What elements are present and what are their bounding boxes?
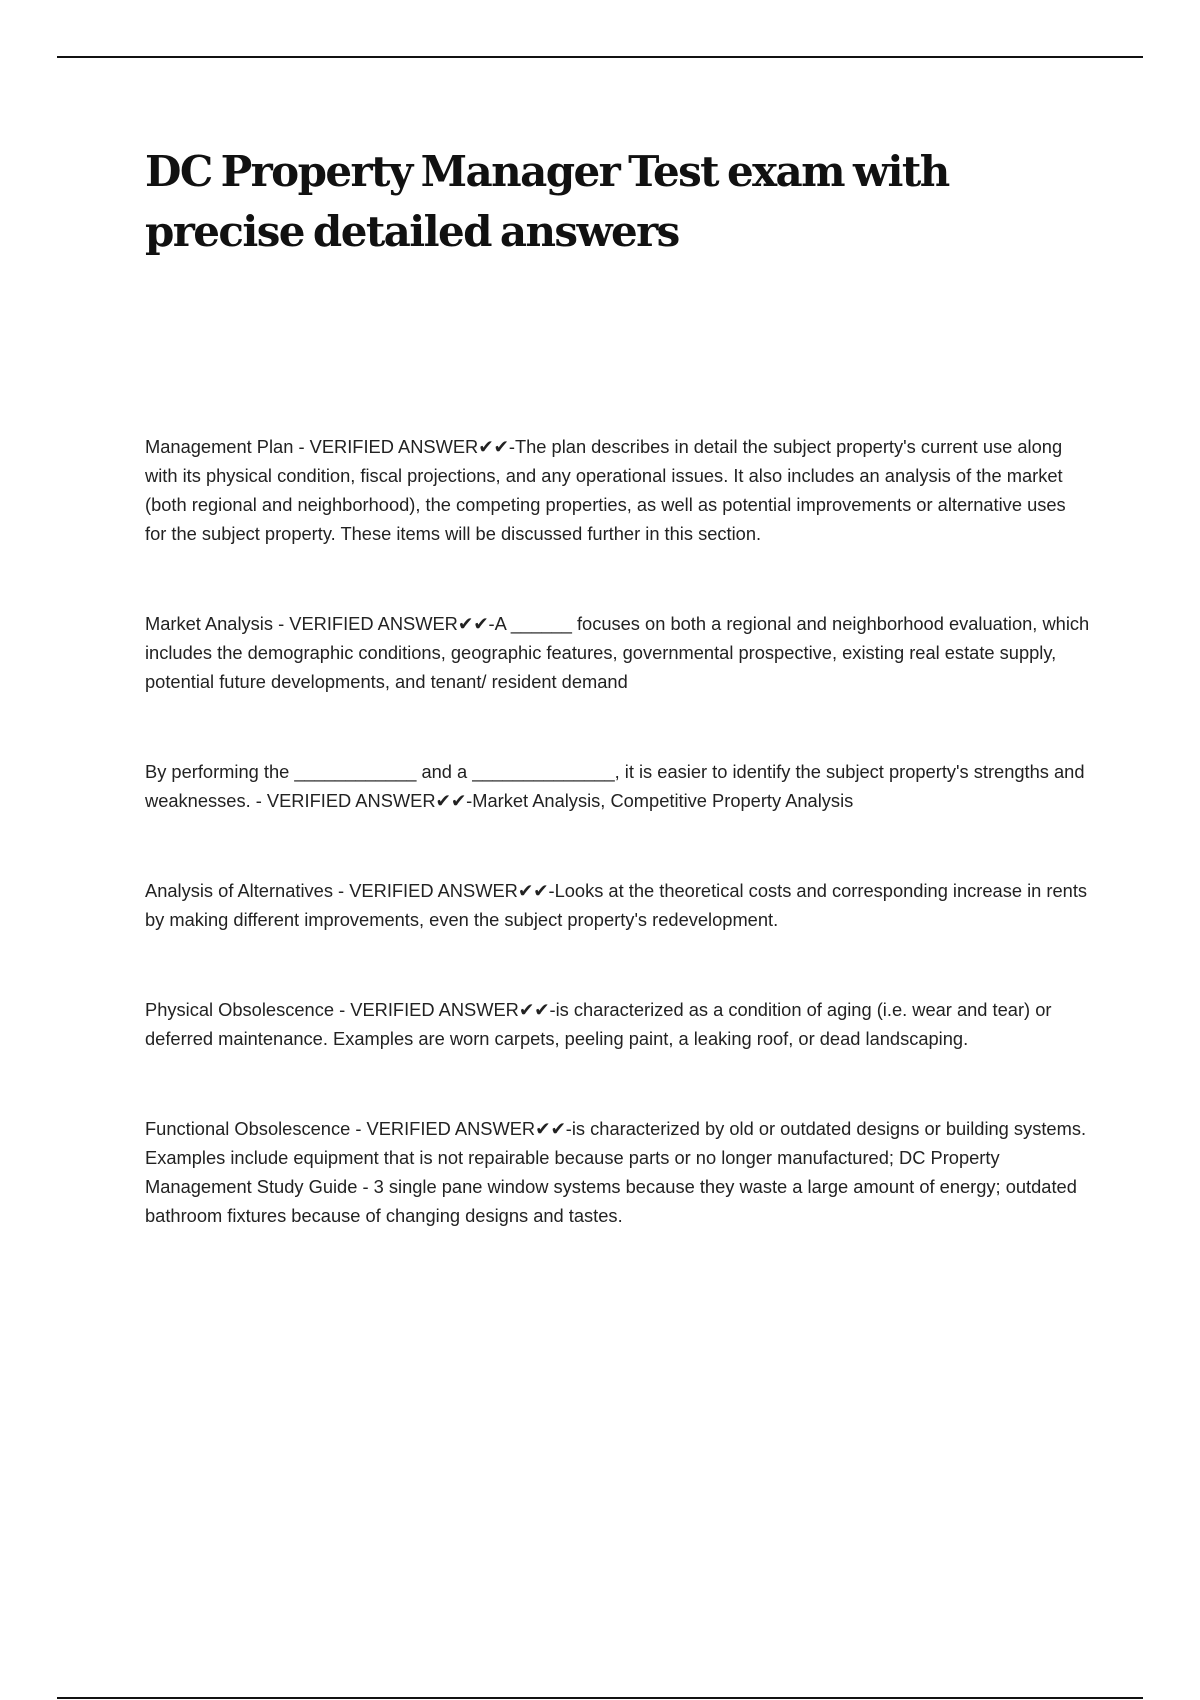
footer-rule — [57, 1697, 1143, 1699]
qa-entry-management-plan: Management Plan - VERIFIED ANSWER✔✔-The plan describes in detail the subject property's current use along with its physical condition, fiscal projections, and any operational issues. It also includes an analysis of the market (both regional and neighborhood), the competing properties, as well as potential improvements or alternative uses for the subject property. These items will be discussed further in this section. — [145, 436, 1066, 544]
qa-entry-physical-obsolescence: Physical Obsolescence - VERIFIED ANSWER✔✔-is characterized as a condition of aging (i.e. wear and tear) or deferred maintenance. Examples are worn carpets, peeling paint, a leaking roof, or dead landscaping. — [145, 999, 1052, 1049]
qa-entry-market-analysis: Market Analysis - VERIFIED ANSWER✔✔-A ______ focuses on both a regional and neighborhood evaluation, which includes the demographic conditions, geographic features, governmental prospective, existing real estate supply, potential future developments, and tenant/ resident demand — [145, 613, 1090, 692]
qa-entry-strengths-weaknesses: By performing the ____________ and a ______________, it is easier to identify the subject property's strengths and weaknesses. - VERIFIED ANSWER✔✔-Market Analysis, Competitive Property Analysis — [145, 761, 1085, 811]
qa-entry-functional-obsolescence: Functional Obsolescence - VERIFIED ANSWER✔✔-is characterized by old or outdated designs or building systems. Examples include equipment that is not repairable because parts or no longer manufactured; DC Property Management Study Guide - 3 single pane window systems because they waste a large amount of energy; outdated bathroom fixtures because of changing designs and tastes. — [145, 1118, 1087, 1226]
header-rule — [57, 56, 1143, 58]
document-title: DC Property Manager Test exam with precise detailed answers — [145, 147, 949, 256]
qa-entry-analysis-of-alternatives: Analysis of Alternatives - VERIFIED ANSWER✔✔-Looks at the theoretical costs and corresponding increase in rents by making different improvements, even the subject property's redevelopment. — [145, 880, 1088, 930]
qa-list — [145, 432, 1090, 1230]
